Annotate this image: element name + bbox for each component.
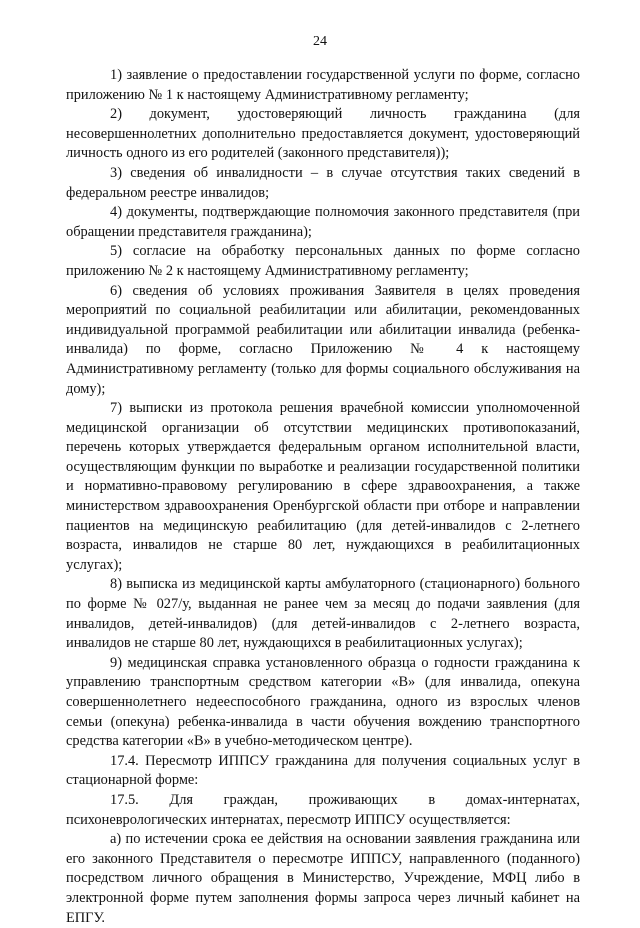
document-body	[66, 66, 580, 928]
paragraph-item-4: 4) документы, подтверждающие полномочия законного представителя (при обращении представителя гражданина);	[66, 204, 580, 240]
section-17-5: 17.5. Для граждан, проживающих в домах-интернатах, психоневрологических интернатах, пересмотр ИППСУ осуществляется:	[66, 791, 580, 828]
paragraph-item-8: 8) выписка из медицинской карты амбулаторного (стационарного) больного по форме № 027/у, выданная не ранее чем за месяц до подачи заявления (для инвалидов, детей-инвалидов) (для детей-инвалидов с 2-летнего возраста, инвалидов не старше 80 лет, нуждающихся в реабилитационных услугах);	[66, 576, 580, 652]
paragraph-item-9: 9) медицинская справка установленного образца о годности гражданина к управлению транспортным средством категории «В» (для инвалида, опекуна совершеннолетнего недееспособного гражданина, одного из взрослых членов семьи (опекуна) ребенка-инвалида в части обучения вождению транспортного средства категории «В» в учебно-методическом центре).	[66, 654, 580, 750]
paragraph-item-7: 7) выписки из протокола решения врачебной комиссии уполномоченной медицинской организации об отсутствии медицинских противопоказаний, перечень которых утверждается федеральным органом исполнительной власти, осуществляющим функции по выработке и реализации государственной политики и нормативно-правовому регулированию в сфере здравоохранения, а также министерством здравоохранения Оренбургской области при отборе и направлении пациентов на медицинскую реабилитацию (для детей-инвалидов с 2-летнего возраста, инвалидов не старше 80 лет, нуждающихся в реабилитационных услугах);	[66, 400, 580, 573]
paragraph-item-5: 5) согласие на обработку персональных данных по форме согласно приложению № 2 к настоящему Административному регламенту;	[66, 243, 580, 279]
page-number: 24	[313, 34, 327, 49]
paragraph-item-a: а) по истечении срока ее действия на основании заявления гражданина или его законного Представителя о пересмотре ИППСУ, направленного (поданного) посредством личного обращения в Министерство, Учреждение, МФЦ либо в электронной форме путем заполнения формы запроса через личный кабинет на ЕПГУ.	[66, 831, 580, 926]
paragraph-item-1: 1) заявление о предоставлении государственной услуги по форме, согласно приложению № 1 к настоящему Административному регламенту;	[66, 67, 580, 103]
paragraph-item-3: 3) сведения об инвалидности – в случае отсутствия таких сведений в федеральном реестре инвалидов;	[66, 164, 580, 201]
paragraph-item-2: 2) документ, удостоверяющий личность гражданина (для несовершеннолетних дополнительно предоставляется документ, удостоверяющий личность одного из его родителей (законного представителя));	[66, 106, 580, 162]
paragraph-item-6: 6) сведения об условиях проживания Заявителя в целях проведения мероприятий по социальной реабилитации или абилитации, рекомендованных индивидуальной программой реабилитации или абилитации инвалида (ребенка-инвалида) по форме, согласно Приложению № 4 к настоящему Административному регламенту (только для формы социального обслуживания на дому);	[66, 282, 580, 397]
section-17-4: 17.4. Пересмотр ИППСУ гражданина для получения социальных услуг в стационарной форме:	[66, 752, 580, 789]
